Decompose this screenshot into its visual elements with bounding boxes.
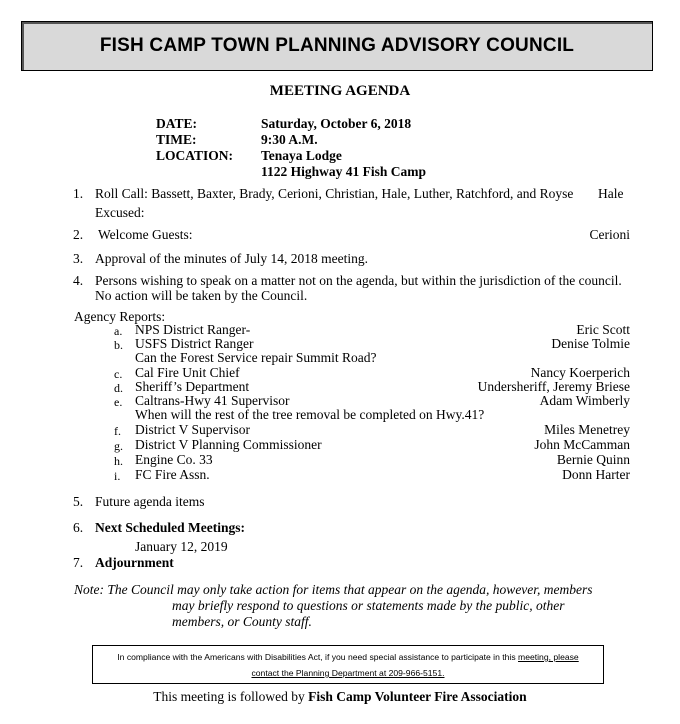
- ada-notice-text: In compliance with the Americans with Disabilities Act, if you need special assistance to participate in this: [117, 652, 519, 662]
- location-label: LOCATION:: [156, 148, 234, 163]
- footer-line: [0, 689, 680, 705]
- item-1-text: Roll Call: Bassett, Baxter, Brady, Cerioni, Christian, Hale, Luther, Ratchford, and Royse: [95, 186, 574, 201]
- ada-notice-box: [92, 645, 604, 684]
- item-1-continued: Excused:: [95, 205, 145, 220]
- item-5-text: Future agenda items: [95, 494, 205, 509]
- item-7-text: Adjournment: [95, 555, 174, 570]
- agency-e-question: When will the rest of the tree removal be completed on Hwy.41?: [135, 407, 485, 422]
- item-1-number: 1.: [73, 186, 84, 201]
- location-value-2: 1122 Highway 41 Fish Camp: [261, 164, 427, 179]
- agency-f-letter: f.: [114, 424, 121, 438]
- agency-g-person: John McCamman: [534, 437, 630, 452]
- agency-e-name: Caltrans-Hwy 41 Supervisor: [135, 393, 290, 408]
- agency-d-name: Sheriff’s Department: [135, 379, 250, 394]
- item-3-text: Approval of the minutes of July 14, 2018 meeting.: [95, 251, 368, 266]
- item-3-number: 3.: [73, 251, 84, 266]
- agenda-heading: MEETING AGENDA: [269, 83, 411, 99]
- agency-f-person: Miles Menetrey: [544, 422, 630, 437]
- ada-notice-link-1: meeting, please: [518, 652, 579, 662]
- next-meeting-date: January 12, 2019: [135, 539, 228, 554]
- agency-h-letter: h.: [114, 454, 123, 468]
- agency-c-name: Cal Fire Unit Chief: [135, 365, 240, 380]
- agency-b-letter: b.: [114, 338, 123, 352]
- agency-b-question: Can the Forest Service repair Summit Road?: [135, 350, 377, 365]
- note-line-2: may briefly respond to questions or statements made by the public, other: [172, 598, 565, 613]
- agency-a-person: Eric Scott: [576, 322, 630, 337]
- item-4-line-1: Persons wishing to speak on a matter not on the agenda, but within the jurisdiction of the council.: [95, 273, 622, 288]
- date-value: Saturday, October 6, 2018: [261, 116, 412, 131]
- agency-h-name: Engine Co. 33: [135, 452, 213, 467]
- agency-d-person: Undersheriff, Jeremy Briese: [477, 379, 630, 394]
- agency-i-letter: i.: [114, 469, 121, 483]
- agency-i-name: FC Fire Assn.: [135, 467, 210, 482]
- footer-prefix: This meeting is followed by: [153, 689, 309, 704]
- item-1-right: Hale: [598, 186, 624, 201]
- item-6-number: 6.: [73, 520, 84, 535]
- agency-a-letter: a.: [114, 324, 123, 338]
- agency-a-name: NPS District Ranger-: [135, 322, 251, 337]
- council-title: FISH CAMP TOWN PLANNING ADVISORY COUNCIL: [99, 35, 575, 56]
- footer-org: Fish Camp Volunteer Fire Association: [308, 689, 527, 704]
- agency-f-name: District V Supervisor: [135, 422, 251, 437]
- time-label: TIME:: [156, 132, 197, 147]
- time-value: 9:30 A.M.: [261, 132, 318, 147]
- location-value-1: Tenaya Lodge: [261, 148, 342, 163]
- agency-b-person: Denise Tolmie: [551, 336, 630, 351]
- agency-b-name: USFS District Ranger: [135, 336, 254, 351]
- agency-c-person: Nancy Koerperich: [530, 365, 630, 380]
- note-line-3: members, or County staff.: [172, 614, 312, 629]
- agency-h-person: Bernie Quinn: [556, 452, 630, 467]
- item-2-right: Cerioni: [589, 227, 630, 242]
- item-2-text: Welcome Guests:: [98, 227, 193, 242]
- agency-c-letter: c.: [114, 367, 123, 381]
- agency-i-person: Donn Harter: [562, 467, 630, 482]
- item-7-number: 7.: [73, 555, 84, 570]
- item-2-number: 2.: [73, 227, 84, 242]
- item-4-line-2: No action will be taken by the Council.: [95, 288, 308, 303]
- note-line-1: Note: The Council may only take action for items that appear on the agenda, however, members: [74, 582, 593, 597]
- agency-e-letter: e.: [114, 395, 123, 409]
- ada-notice-link-2: contact the Planning Department at 209-966-5151.: [251, 668, 445, 678]
- item-6-text: Next Scheduled Meetings:: [95, 520, 245, 535]
- date-label: DATE:: [156, 116, 198, 131]
- item-5-number: 5.: [73, 494, 84, 509]
- item-4-number: 4.: [73, 273, 84, 288]
- agency-d-letter: d.: [114, 381, 123, 395]
- ada-notice-line-1: [93, 652, 603, 662]
- agency-g-name: District V Planning Commissioner: [135, 437, 322, 452]
- agency-e-person: Adam Wimberly: [539, 393, 630, 408]
- title-banner: [21, 21, 653, 71]
- agency-reports-label: Agency Reports:: [74, 309, 166, 324]
- agency-g-letter: g.: [114, 439, 123, 453]
